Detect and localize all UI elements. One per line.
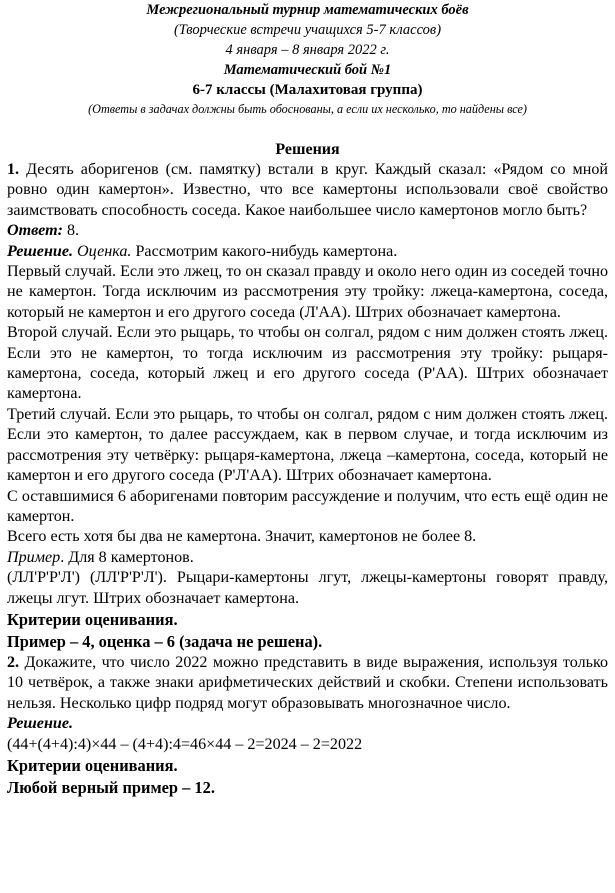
remaining-paragraph: С оставшимися 6 аборигенами повторим рассуждение и получим, что есть ещё один не камертон. (7, 487, 608, 525)
case-3: Третий случай. Если это рыцарь, то чтобы он солгал, рядом с ним должен стоять лжец. Если это камертон, то далее рассуждаем, как в первом случае, и тогда исключим из рассмотрения эту четвёрку: рыцаря-камертона, лжеца –камертона, соседа, который не камертон и его другого соседа (Р'Л'АА). Штрих обозначает камертона. (7, 405, 608, 485)
tournament-dates: 4 января – 8 января 2022 г. (225, 42, 390, 58)
grade-group: 6-7 классы (Малахитовая группа) (192, 82, 423, 98)
answer-label: Ответ: (7, 222, 63, 240)
estimate-text: Рассмотрим какого-нибудь камертона. (135, 242, 398, 260)
criteria-label-1: Критерии оценивания. (7, 609, 178, 629)
problem-2-text: Докажите, что число 2022 можно представить в виде выражения, используя только 10 четвёрок, а также знаки арифметических действий и скобки. Степени использовать нельзя. Несколько цифр подряд могут образовывать многозначное число. (7, 653, 609, 712)
case-1: Первый случай. Если это лжец, то он сказал правду и около него один из соседей точно не камертон. Тогда исключим из рассмотрения эту тройку: лжеца-камертона, соседа, который не камертон и его другого соседа (Л'АА). Штрих обозначает камертона. (7, 263, 608, 321)
problem-1-text: Десять аборигенов (см. памятку) встали в круг. Каждый сказал: «Рядом со мной ровно один камертон». Известно, что все камертоны использовали своё свойство заимствовать способность соседа. Какое наибольшее число камертонов могло быть? (7, 161, 608, 219)
battle-title: Математический бой №1 (223, 62, 392, 78)
criteria-text-1: Пример – 4, оценка – 6 (задача не решена). (7, 631, 323, 651)
solutions-title: Решения (275, 141, 340, 158)
example-label: Пример (7, 548, 61, 566)
problem-2-statement (7, 653, 608, 714)
problem-1-statement (7, 160, 608, 221)
problem-1 (7, 160, 608, 653)
expression: (44+(4+4):4)×44 – (4+4):4=46×44 – 2=2024 – 2=2022 (7, 735, 363, 753)
solution-label-2: Решение. (7, 715, 73, 733)
criteria-label-2: Критерии оценивания. (7, 755, 178, 775)
example-text: . Для 8 камертонов. (60, 548, 194, 566)
problem-2 (7, 653, 608, 799)
example-heading (7, 548, 608, 568)
problem-2-number: 2. (7, 653, 20, 671)
problem-1-answer (7, 221, 608, 241)
criteria-text-2: Любой верный пример – 12. (7, 777, 215, 797)
answer-value: 8. (66, 222, 80, 240)
total-paragraph: Всего есть хотя бы два не камертона. Значит, камертонов не более 8. (7, 528, 477, 546)
tournament-subtitle: (Творческие встречи учащихся 5-7 классов) (173, 22, 442, 38)
tournament-title: Межрегиональный турнир математических боёв (146, 2, 469, 18)
problem-1-number: 1. (7, 161, 20, 178)
solution-label: Решение. (7, 242, 73, 260)
problem-1-solution-start (7, 242, 608, 262)
header (7, 0, 608, 118)
example-line: (ЛЛ'Р'Р'Л') (ЛЛ'Р'Р'Л'). Рыцари-камертоны лгут, лжецы-камертоны говорят правду, лжецы лгут. Штрих обозначает камертона. (7, 569, 608, 607)
estimate-label: Оценка. (77, 242, 132, 260)
case-2: Второй случай. Если это рыцарь, то чтобы он солгал, рядом с ним должен стоять лжец. Если это не камертон, то тогда исключим из рассмотрения эту тройку: рыцаря-камертона, соседа, который лжец и его другого соседа (Р'АА). Штрих обозначает камертона. (7, 324, 608, 403)
answers-note: (Ответы в задачах должны быть обоснованы, а если их несколько, то найдены все) (88, 102, 527, 116)
